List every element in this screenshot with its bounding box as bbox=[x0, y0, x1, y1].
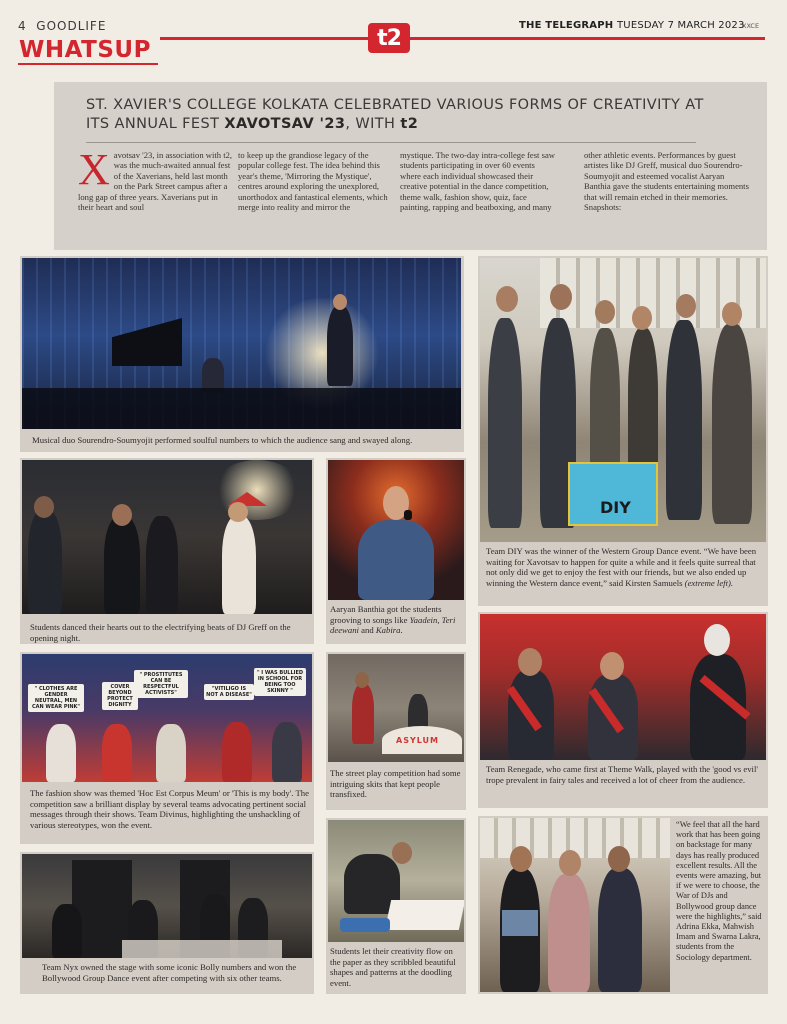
actor-figure bbox=[352, 684, 374, 744]
asylum-prop-text: ASYLUM bbox=[396, 736, 440, 745]
dancer-head bbox=[228, 502, 248, 522]
singer-head bbox=[333, 294, 347, 310]
dance-skirts bbox=[122, 940, 282, 958]
protest-sign: " I WAS BULLIED IN SCHOOL FOR BEING TOO SKINNY " bbox=[254, 668, 306, 696]
street-caption: The street play competition had some intriguing skits that kept people transfixed. bbox=[330, 768, 461, 799]
dancer-figure bbox=[28, 510, 62, 614]
team-diy-photo bbox=[480, 258, 766, 542]
dancer-figure bbox=[222, 516, 256, 614]
singer-jacket bbox=[358, 520, 434, 600]
aaryan-caption: Aaryan Banthia got the students grooving to songs like Yaadein, Teri deewani and Kabira. bbox=[330, 604, 456, 635]
dj-greff-dance-photo bbox=[22, 460, 312, 614]
student-head bbox=[676, 294, 696, 318]
dance-caption: Students danced their hearts out to the electrifying beats of DJ Greff on the opening night. bbox=[30, 622, 291, 643]
drop-cap: X bbox=[78, 145, 110, 194]
page-header bbox=[0, 0, 787, 70]
student-head bbox=[595, 300, 615, 324]
stage-crowd bbox=[22, 388, 461, 429]
body-column-1: Xavotsav '23, in association with t2, was the much-awaited annual fest of the Xaverians, held last month on the Park Street campus after a long gap of three years. Xaverians put in their heart and soul bbox=[78, 145, 233, 213]
headline-rule bbox=[86, 142, 696, 143]
denim-skirt bbox=[502, 910, 538, 936]
paper-name-date: THE TELEGRAPH TUESDAY 7 MARCH 2023 bbox=[519, 20, 745, 31]
protest-sign: COVER BEYOND PROTECT DIGNITY bbox=[102, 682, 138, 710]
model-head bbox=[600, 652, 624, 680]
doodle-paper bbox=[385, 900, 464, 930]
student-figure bbox=[598, 868, 642, 992]
model-figure bbox=[272, 722, 302, 782]
diy-placard bbox=[568, 462, 658, 526]
student-figure bbox=[712, 324, 752, 524]
body-column-4: other athletic events. Performances by guest artistes like DJ Greff, musical duo Sourendro-Soumyojit and esteemed vocalist Aaryan Banthia gave the students entertaining moments that will remain etched in their memories. Snapshots: bbox=[584, 150, 749, 213]
dancer-head bbox=[34, 496, 54, 518]
dancer-head bbox=[112, 504, 132, 526]
body-column-2: to keep up the grandiose legacy of the popular college fest. The idea behind this year's theme, 'Mirroring the Mystique', centres around exploring the unexplored, unorthodox and fantastical elements, which merge into reality and mirror the bbox=[238, 150, 388, 213]
diy-placard-text: DIY bbox=[600, 498, 631, 517]
singer-figure bbox=[327, 306, 353, 386]
nyx-caption: Team Nyx owned the stage with some iconic Bolly numbers and won the Bollywood Group Dance event after competing with six other teams. bbox=[42, 962, 297, 983]
party-lights bbox=[212, 460, 302, 520]
t2-logo: t2 bbox=[368, 23, 410, 53]
student-head bbox=[496, 286, 518, 312]
student-head bbox=[559, 850, 581, 876]
doodle-caption: Students let their creativity flow on the paper as they scribbled beautiful shapes and patterns at the doodling event. bbox=[330, 946, 456, 988]
fashion-show-photo bbox=[22, 654, 312, 782]
student-head bbox=[632, 306, 652, 330]
section-title: WHATSUP bbox=[19, 37, 151, 63]
student-head bbox=[550, 284, 572, 310]
sociology-students-photo bbox=[480, 818, 670, 992]
diy-caption: Team DIY was the winner of the Western Group Dance event. “We have been waiting for Xavotsav to happen for quite a while and it feels quite surreal that not only did we get to enjoy the fest with our friends, but we also ended up winning the Western dance event,” said Kirsten Samuels (extreme left). bbox=[486, 546, 757, 588]
artist-head bbox=[392, 842, 412, 864]
dancer-figure bbox=[146, 516, 178, 614]
model-figure bbox=[222, 722, 252, 782]
jeans bbox=[340, 918, 390, 932]
dancer-figure bbox=[52, 904, 82, 958]
model-head bbox=[518, 648, 542, 676]
dancer-figure bbox=[104, 516, 140, 614]
model-figure bbox=[46, 724, 76, 782]
stage-photo bbox=[22, 258, 461, 429]
stage-caption: Musical duo Sourendro-Soumyojit performed soulful numbers to which the audience sang and swayed along. bbox=[32, 435, 413, 445]
body-column-3: mystique. The two-day intra-college fest saw students participating in over 60 events where each individual showcased their creative potential in the dance competition, theme walk, fashion show, quiz, face painting, rapping and beatboxing, and many bbox=[400, 150, 555, 213]
student-figure bbox=[488, 318, 522, 528]
edition-code: XXCE bbox=[742, 22, 760, 30]
model-figure bbox=[156, 724, 186, 782]
student-head bbox=[722, 302, 742, 326]
intro-box bbox=[54, 82, 767, 250]
protest-sign: " PROSTITUTES CAN BE RESPECTFUL ACTIVISTS" bbox=[134, 670, 188, 698]
article-headline: ST. XAVIER'S COLLEGE KOLKATA CELEBRATED VARIOUS FORMS OF CREATIVITY AT ITS ANNUAL FEST XAVOTSAV '23, WITH t2 bbox=[86, 97, 704, 132]
actor-head bbox=[355, 672, 369, 688]
page-number: 4 GOODLIFE bbox=[18, 19, 107, 33]
team-nyx-photo bbox=[22, 854, 312, 958]
team-renegade-photo bbox=[480, 614, 766, 760]
skull-face-paint bbox=[704, 624, 730, 656]
section-underline bbox=[18, 63, 158, 65]
street-play-photo bbox=[328, 654, 464, 762]
student-figure bbox=[666, 320, 702, 520]
doodling-event-photo bbox=[328, 820, 464, 942]
student-head bbox=[608, 846, 630, 872]
header-rule bbox=[160, 37, 765, 40]
protest-sign: " CLOTHES ARE GENDER NEUTRAL, MEN CAN WEAR PINK" bbox=[28, 684, 84, 712]
students-quote: “We feel that all the hard work that has been going on backstage for many days has really produced excellent results. All the events were amazing, but if we were to choose, the War of DJs and Bollywood group dance were the highlights,” said Adrina Ekka, Mahwish Imam and Swarna Lakra, students from the Sociology department. bbox=[676, 820, 762, 962]
aaryan-banthia-photo bbox=[328, 460, 464, 600]
microphone-icon bbox=[404, 510, 412, 520]
protest-sign: "VITILIGO IS NOT A DISEASE" bbox=[204, 684, 254, 700]
model-figure bbox=[102, 724, 132, 782]
student-head bbox=[510, 846, 532, 872]
renegade-caption: Team Renegade, who came first at Theme Walk, played with the 'good vs evil' trope prevalent in fairy tales and received a lot of cheer from the audience. bbox=[486, 764, 758, 785]
article-body bbox=[78, 145, 758, 246]
fashion-caption: The fashion show was themed 'Hoc Est Corpus Meum' or 'This is my body'. The competition saw a brilliant display by several teams advocating pertinent social messages through their shows. Team Divinus, highlighting the unshackling of various stereotypes, won the event. bbox=[30, 788, 310, 830]
student-figure bbox=[548, 874, 590, 992]
